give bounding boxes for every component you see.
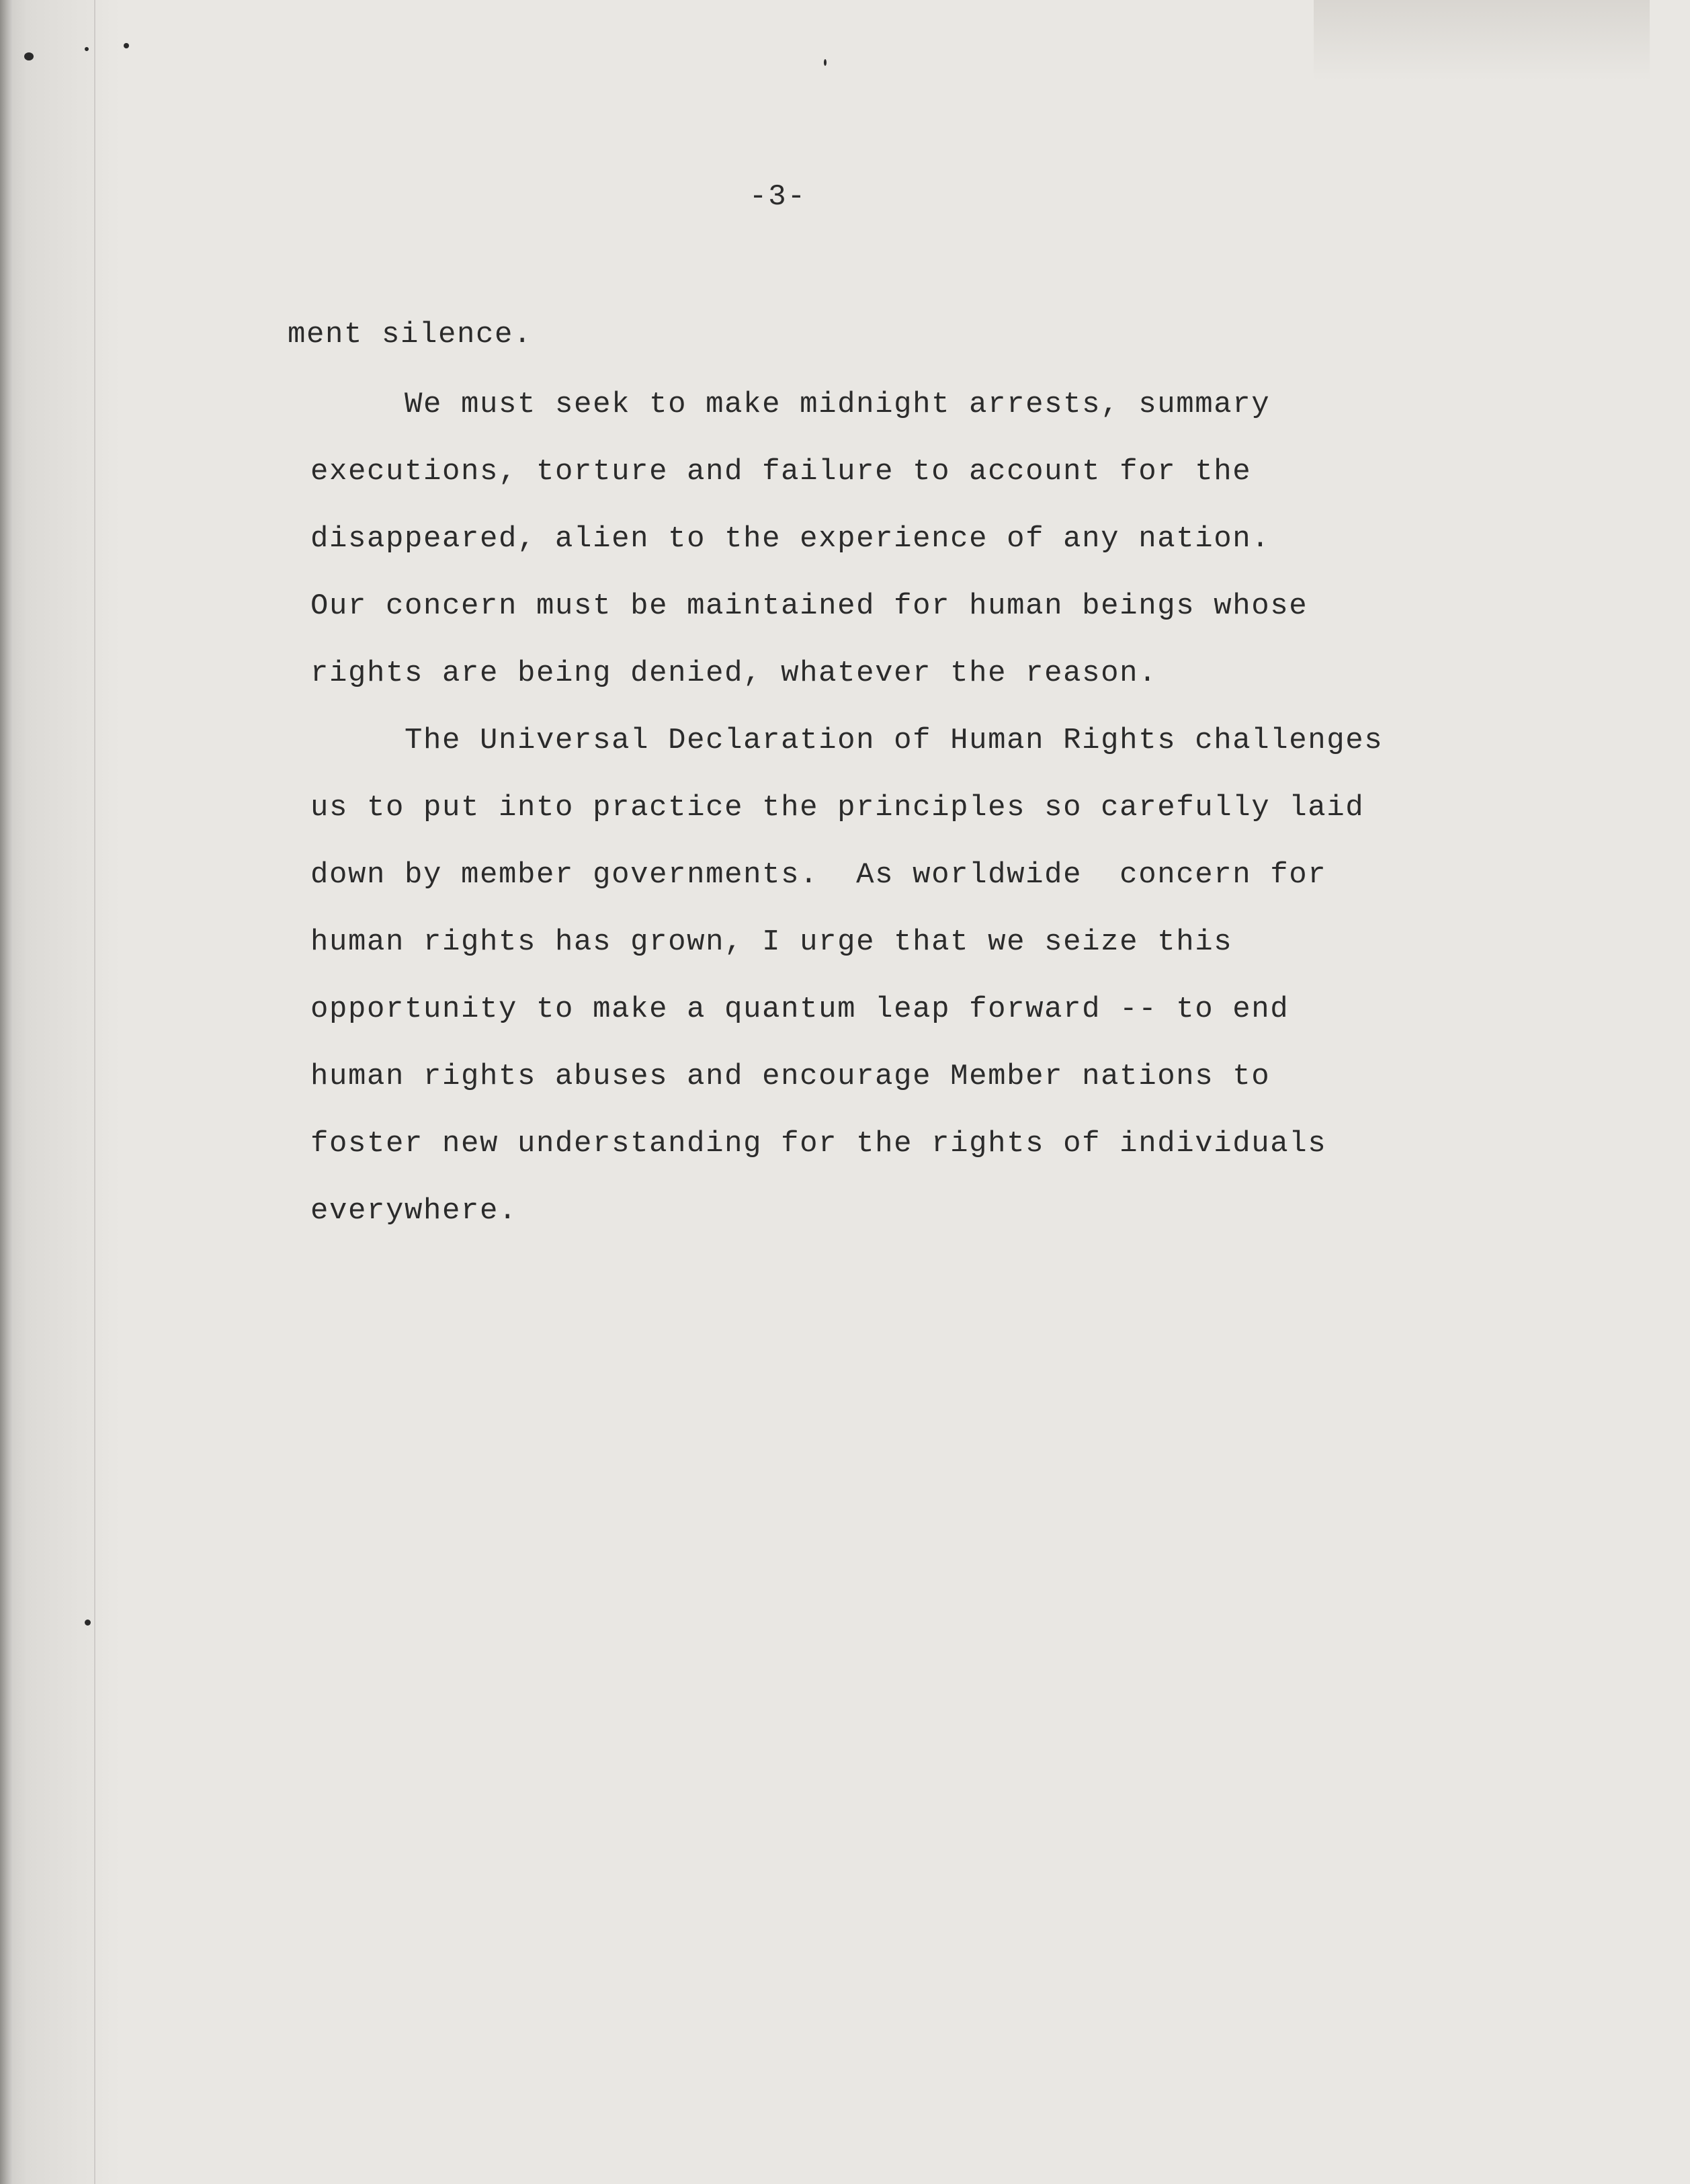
body-line: We must seek to make midnight arrests, summary — [310, 388, 1271, 421]
fold-line — [94, 0, 95, 2184]
corner-stain — [1314, 0, 1650, 81]
body-line: opportunity to make a quantum leap forward -- to end — [310, 993, 1290, 1026]
ink-speck — [85, 1620, 91, 1626]
body-line: everywhere. — [310, 1194, 518, 1228]
body-line: down by member governments. As worldwide concern for — [310, 858, 1327, 892]
body-line: foster new understanding for the rights of individuals — [310, 1127, 1327, 1161]
body-line: ment silence. — [288, 318, 533, 351]
ink-speck — [85, 47, 89, 51]
body-line: human rights abuses and encourage Member nations to — [310, 1060, 1271, 1093]
body-line: Our concern must be maintained for human beings whose — [310, 589, 1308, 623]
body-line: executions, torture and failure to account for the — [310, 455, 1252, 489]
body-line: us to put into practice the principles so carefully laid — [310, 791, 1365, 825]
body-line: human rights has grown, I urge that we seize this — [310, 925, 1233, 959]
body-line: disappeared, alien to the experience of any nation. — [310, 522, 1271, 556]
ink-speck — [24, 52, 34, 60]
ink-speck — [124, 43, 129, 48]
body-line: rights are being denied, whatever the reason. — [310, 657, 1158, 690]
page-number: -3- — [749, 180, 807, 214]
body-line: The Universal Declaration of Human Rights challenges — [310, 724, 1384, 757]
binding-edge — [0, 0, 12, 2184]
ink-speck — [824, 59, 827, 66]
